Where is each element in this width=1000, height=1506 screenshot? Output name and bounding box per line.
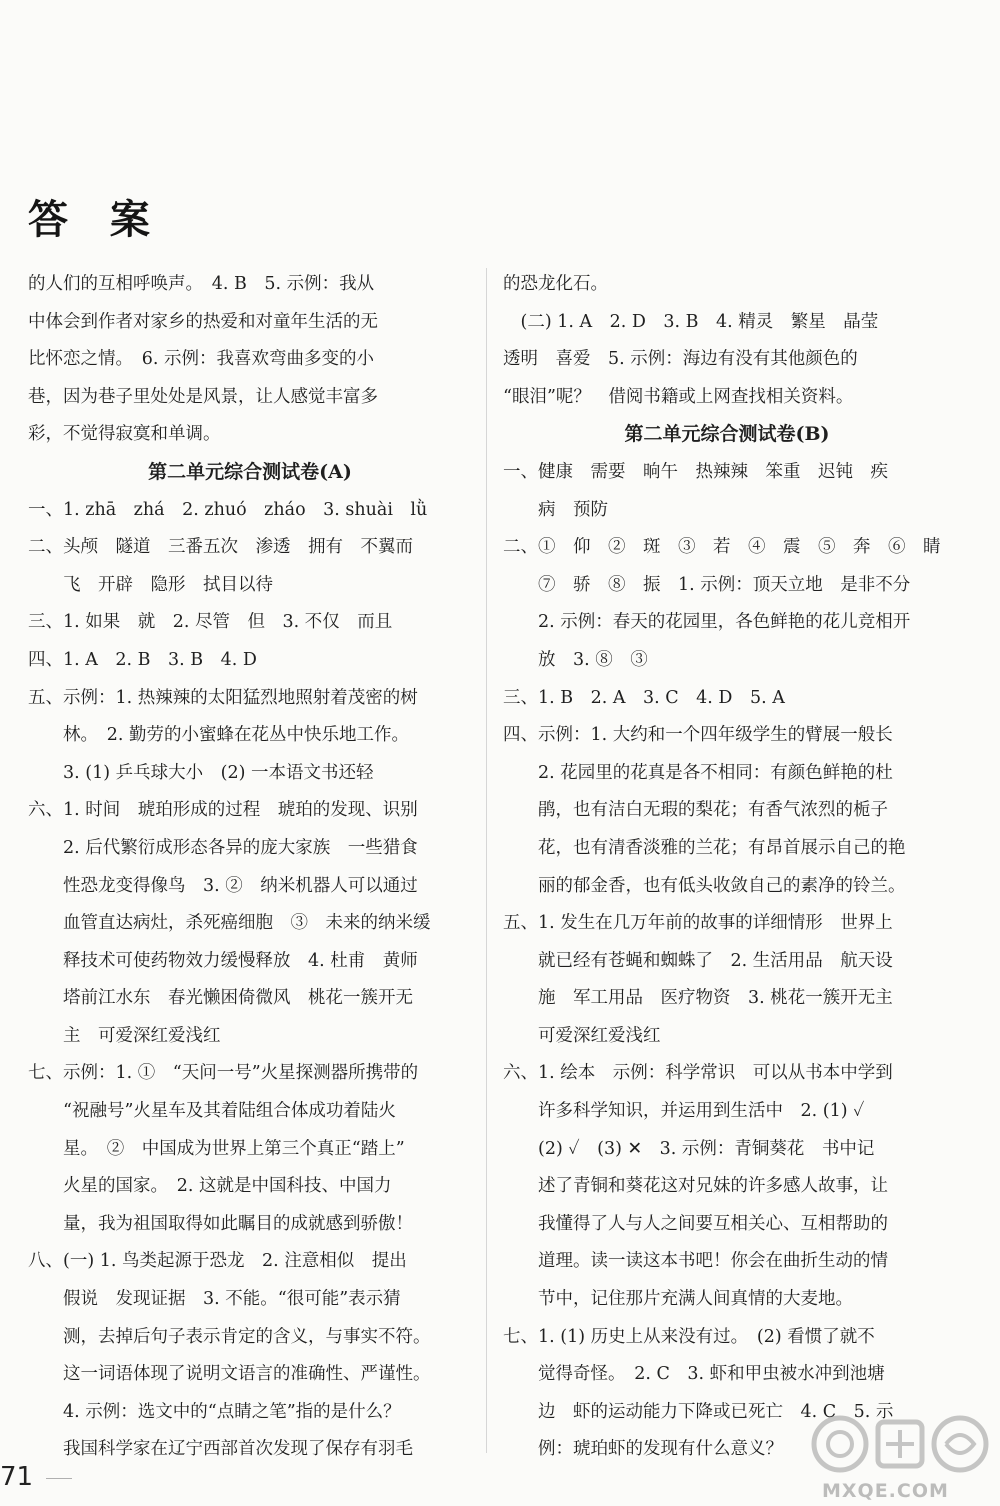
- answer-line: 节中，记住那片充满人间真情的大麦地。: [503, 1289, 853, 1310]
- answer-line: 病 预防: [503, 499, 608, 520]
- answer-line: 许多科学知识，并运用到生活中 2. (1) ✓: [503, 1101, 865, 1122]
- answer-line: 测，去掉后句子表示肯定的含义，与事实不符。: [28, 1326, 431, 1347]
- answer-line: (二) 1. A 2. D 3. B 4. 精灵 繁星 晶莹: [503, 311, 879, 332]
- answer-line: 边 虾的运动能力下降或已死亡 4. C 5. 示: [503, 1401, 894, 1422]
- answer-line: 我国科学家在辽宁西部首次发现了保存有羽毛: [28, 1439, 413, 1460]
- answer-line: 八、(一) 1. 鸟类起源于恐龙 2. 注意相似 提出: [28, 1251, 407, 1272]
- answer-line: 丽的郁金香，也有低头收敛自己的素净的铃兰。: [503, 875, 906, 896]
- answer-line: 林。 2. 勤劳的小蜜蜂在花丛中快乐地工作。: [28, 725, 410, 746]
- answer-line: 主 可爱深红爱浅红: [28, 1025, 221, 1046]
- answer-line: 的恐龙化石。: [503, 274, 608, 294]
- answer-line: 火星的国家。 2. 这就是中国科技、中国力: [28, 1176, 392, 1197]
- answer-line: 2. 示例：春天的花园里，各色鲜艳的花儿竞相开: [503, 612, 911, 633]
- watermark-logo: [800, 1408, 1000, 1506]
- answer-line: 七、1. (1) 历史上从来没有过。 (2) 看惯了就不: [503, 1326, 875, 1347]
- section-heading: 第二单元综合测试卷(B): [624, 423, 830, 446]
- answer-line: 施 军工用品 医疗物资 3. 桃花一簇开无主: [503, 988, 893, 1009]
- answer-line: 就已经有苍蝇和蜘蛛了 2. 生活用品 航天设: [503, 950, 893, 971]
- answer-line: 透明 喜爱 5. 示例：海边有没有其他颜色的: [503, 349, 858, 370]
- answer-line: 塔前江水东 春光懒困倚微风 桃花一簇开无: [28, 988, 413, 1009]
- answer-line: 巷，因为巷子里处处是风景，让人感觉丰富多: [28, 386, 378, 407]
- answer-line: 释技术可使药物效力缓慢释放 4. 杜甫 黄师: [28, 950, 418, 971]
- answer-line: 飞 开辟 隐形 拭目以待: [28, 574, 273, 595]
- page-number: 71: [0, 1462, 34, 1492]
- answer-line: 二、头颅 隧道 三番五次 渗透 拥有 不翼而: [28, 537, 413, 558]
- answer-line: 比怀恋之情。 6. 示例：我喜欢弯曲多变的小: [28, 349, 375, 370]
- answer-line: 五、1. 发生在几万年前的故事的详细情形 世界上: [503, 913, 893, 934]
- column-divider: [486, 268, 487, 1453]
- answer-line: ⑦ 骄 ⑧ 振 1. 示例：顶天立地 是非不分: [503, 574, 911, 595]
- answer-column-left: [28, 266, 472, 1469]
- answer-line: 2. 后代繁衍成形态各异的庞大家族 一些猎食: [28, 837, 418, 858]
- answer-line: 花，也有清香淡雅的兰花；有昂首展示自己的艳: [503, 837, 906, 858]
- answer-line: 七、示例：1. ① “天问一号”火星探测器所携带的: [28, 1063, 419, 1084]
- answer-line: 鹃，也有洁白无瑕的梨花；有香气浓烈的栀子: [503, 800, 888, 821]
- answer-line: 一、1. zhā zhá 2. zhuó zháo 3. shuài lǜ: [28, 499, 428, 520]
- answer-line: 述了青铜和葵花这对兄妹的许多感人故事，让: [503, 1176, 888, 1197]
- answer-column-right: [503, 266, 951, 1469]
- footer-rule: [46, 1478, 72, 1479]
- answer-line: 的人们的互相呼唤声。 4. B 5. 示例：我从: [28, 274, 375, 294]
- answer-line: “眼泪”呢？ 借阅书籍或上网查找相关资料。: [503, 386, 854, 407]
- answer-line: 这一词语体现了说明文语言的准确性、严谨性。: [28, 1364, 431, 1385]
- answer-line: 血管直达病灶，杀死癌细胞 ③ 未来的纳米缓: [28, 913, 431, 934]
- answer-line: 四、1. A 2. B 3. B 4. D: [28, 649, 257, 670]
- answer-line: 三、1. B 2. A 3. C 4. D 5. A: [503, 687, 785, 708]
- watermark-text: MXQE.COM: [822, 1480, 949, 1502]
- answer-line: 性恐龙变得像鸟 3. ② 纳米机器人可以通过: [28, 875, 418, 896]
- answer-line: 例：琥珀虾的发现有什么意义？: [503, 1439, 783, 1460]
- page-title: 答 案: [28, 196, 164, 243]
- answer-line: 4. 示例：选文中的“点睛之笔”指的是什么？: [28, 1401, 401, 1422]
- answer-line: 量，我为祖国取得如此瞩目的成就感到骄傲！: [28, 1213, 413, 1234]
- answer-line: 彩，不觉得寂寞和单调。: [28, 424, 221, 445]
- answer-line: “祝融号”火星车及其着陆组合体成功着陆火: [28, 1101, 396, 1122]
- answer-line: 假说 发现证据 3. 不能。“很可能”表示猜: [28, 1289, 401, 1310]
- watermark-stamp-icon: [800, 1408, 1000, 1480]
- section-heading: 第二单元综合测试卷(A): [148, 460, 352, 483]
- answer-line: 中体会到作者对家乡的热爱和对童年生活的无: [28, 311, 378, 332]
- answer-line: (2) ✓ (3) ✕ 3. 示例：青铜葵花 书中记: [503, 1138, 875, 1159]
- answer-line: 六、1. 时间 琥珀形成的过程 琥珀的发现、识别: [28, 800, 418, 821]
- answer-line: 道理。读一读这本书吧！你会在曲折生动的情: [503, 1251, 888, 1272]
- answer-line: 觉得奇怪。 2. C 3. 虾和甲虫被水冲到池塘: [503, 1364, 885, 1385]
- answer-line: 放 3. ⑧ ③: [503, 649, 648, 670]
- answer-line: 星。 ② 中国成为世界上第三个真正“踏上”: [28, 1138, 405, 1159]
- answer-line: 二、① 仰 ② 斑 ③ 若 ④ 震 ⑤ 奔 ⑥ 睛: [503, 537, 941, 558]
- answer-line: 六、1. 绘本 示例：科学常识 可以从书本中学到: [503, 1063, 893, 1084]
- answer-line: 可爱深红爱浅红: [503, 1025, 661, 1046]
- answer-line: 三、1. 如果 就 2. 尽管 但 3. 不仅 而且: [28, 612, 393, 633]
- answer-line: 五、示例：1. 热辣辣的太阳猛烈地照射着茂密的树: [28, 687, 418, 708]
- answer-line: 四、示例：1. 大约和一个四年级学生的臂展一般长: [503, 725, 893, 746]
- answer-line: 2. 花园里的花真是各不相同：有颜色鲜艳的杜: [503, 762, 893, 783]
- answer-line: 我懂得了人与人之间要互相关心、互相帮助的: [503, 1213, 888, 1234]
- answer-line: 3. (1) 乒乓球大小 (2) 一本语文书还轻: [28, 762, 374, 783]
- answer-line: 一、健康 需要 晌午 热辣辣 笨重 迟钝 疾: [503, 461, 888, 482]
